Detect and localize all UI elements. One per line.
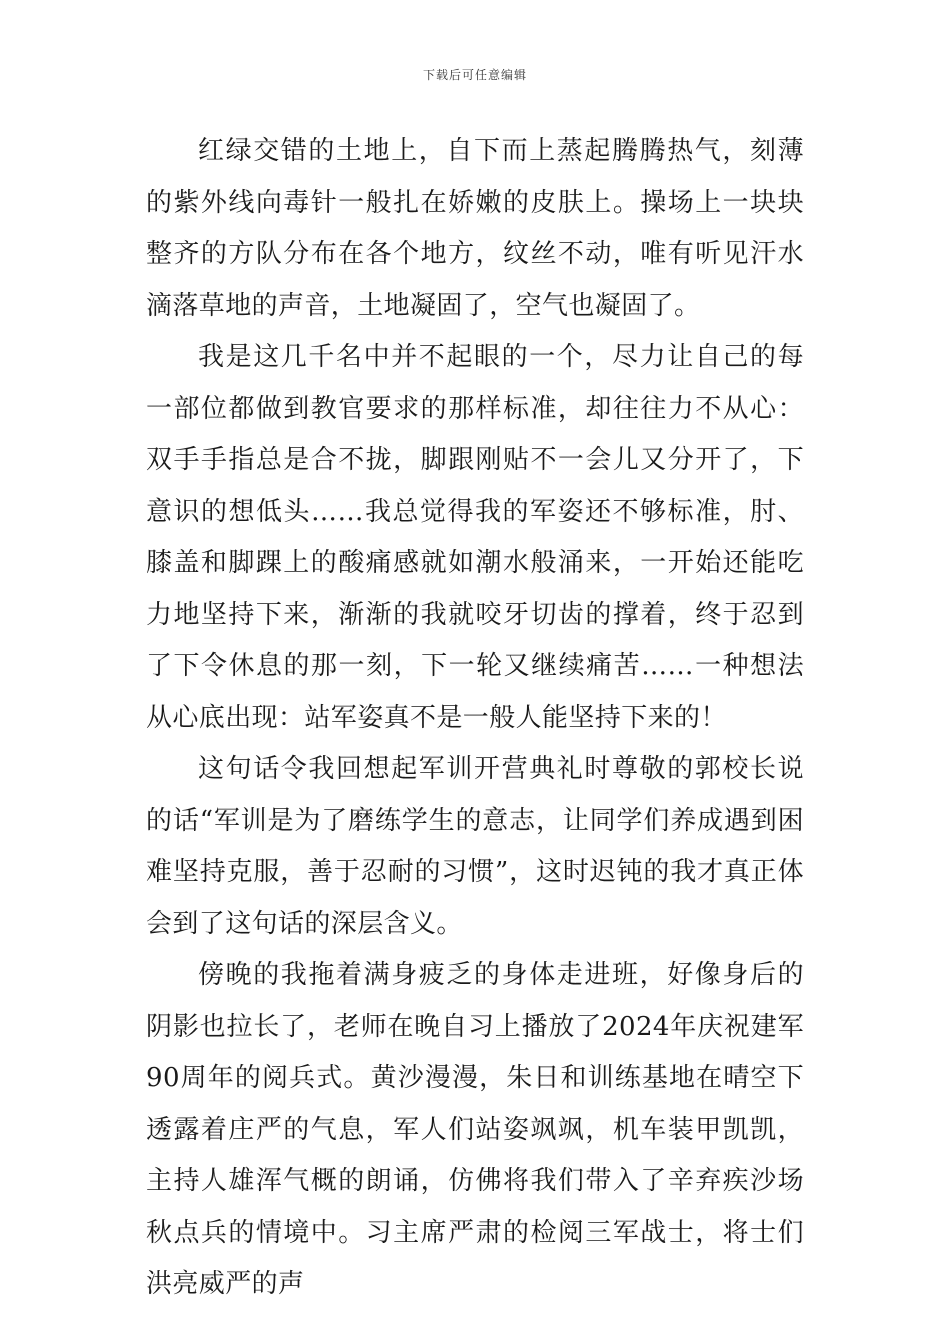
paragraph-4: 傍晚的我拖着满身疲乏的身体走进班，好像身后的阴影也拉长了，老师在晚自习上播放了2024年庆祝建军90周年的阅兵式。黄沙漫漫，朱日和训练基地在晴空下透露着庄严的气息，军人们站姿飒飒，机车装甲凯凯，主持人雄浑气概的朗诵，仿佛将我们带入了辛弃疾沙场秋点兵的情境中。习主席严肃的检阅三军战士，将士们洪亮威严的声 xyxy=(146,960,804,1299)
paragraph-3: 这句话令我回想起军训开营典礼时尊敬的郭校长说的话“军训是为了磨练学生的意志，让同学们养成遇到困难坚持克服，善于忍耐的习惯”，这时迟钝的我才真正体会到了这句话的深层含义。 xyxy=(146,754,804,939)
page-header: 下载后可任意编辑 xyxy=(422,68,527,82)
paragraph-2: 我是这几千名中并不起眼的一个，尽力让自己的每一部位都做到教官要求的那样标准，却往往力不从心：双手手指总是合不拢，脚跟刚贴不一会儿又分开了，下意识的想低头……我总觉得我的军姿还不够标准，肘、膝盖和脚踝上的酸痛感就如潮水般涌来，一开始还能吃力地坚持下来，渐渐的我就咬牙切齿的撑着，终于忍到了下令休息的那一刻，下一轮又继续痛苦……一种想法从心底出现：站军姿真不是一般人能坚持下来的！ xyxy=(146,342,804,733)
document-body xyxy=(146,126,804,1311)
paragraph-1: 红绿交错的土地上，自下而上蒸起腾腾热气，刻薄的紫外线向毒针一般扎在娇嫩的皮肤上。操场上一块块整齐的方队分布在各个地方，纹丝不动，唯有听见汗水滴落草地的声音，土地凝固了，空气也凝固了。 xyxy=(146,136,804,321)
